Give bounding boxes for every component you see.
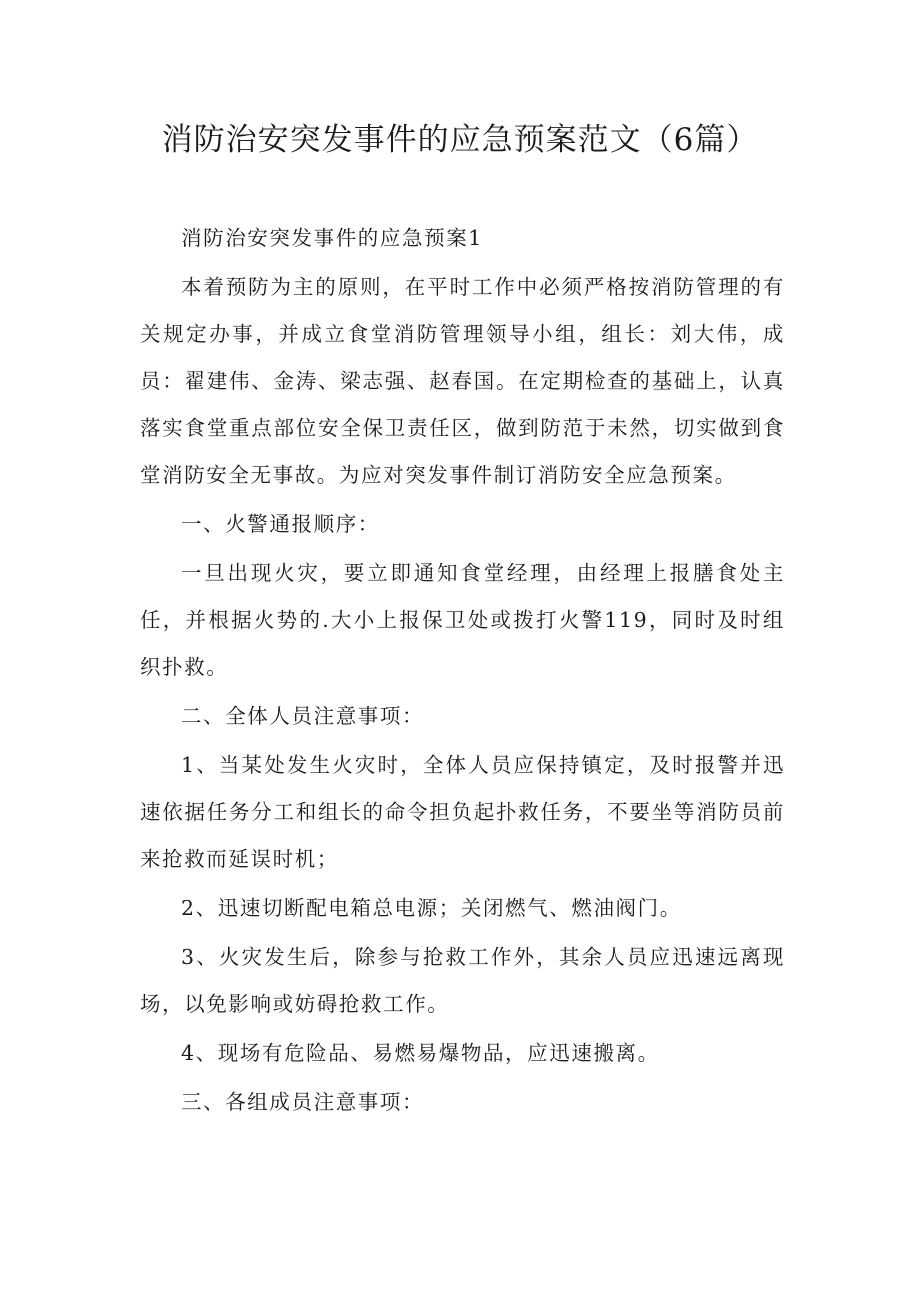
- section-heading: 一、火警通报顺序：: [181, 512, 380, 536]
- body-paragraph: 一旦出现火灾，要立即通知食堂经理，由经理上报膳食处主任，并根据火势的.大小上报保卫处或拨打火警119，同时及时组织扑救。: [140, 561, 785, 679]
- list-item: 3、火灾发生后，除参与抢救工作外，其余人员应迅速远离现场，以免影响或妨碍抢救工作。: [140, 945, 785, 1016]
- list-item: 1、当某处发生火灾时，全体人员应保持镇定，及时报警并迅速依据任务分工和组长的命令担负起扑救任务，不要坐等消防员前来抢救而延误时机；: [140, 753, 785, 871]
- section-heading: 三、各组成员注意事项：: [181, 1090, 425, 1114]
- section-heading: 二、全体人员注意事项：: [181, 704, 425, 728]
- document-body: [140, 215, 785, 1128]
- section-heading: 消防治安突发事件的应急预案1: [181, 226, 483, 250]
- body-paragraph: 本着预防为主的原则，在平时工作中必须严格按消防管理的有关规定办事，并成立食堂消防管理领导小组，组长：刘大伟，成员：翟建伟、金涛、梁志强、赵春国。在定期检查的基础上，认真落实食堂重点部位安全保卫责任区，做到防范于未然，切实做到食堂消防安全无事故。为应对突发事件制订消防安全应急预案。: [140, 275, 785, 487]
- list-item: 4、现场有危险品、易燃易爆物品，应迅速搬离。: [181, 1041, 660, 1065]
- list-item: 2、迅速切断配电箱总电源；关闭燃气、燃油阀门。: [181, 896, 682, 920]
- document-title: 消防治安突发事件的应急预案范文（6篇）: [161, 122, 759, 158]
